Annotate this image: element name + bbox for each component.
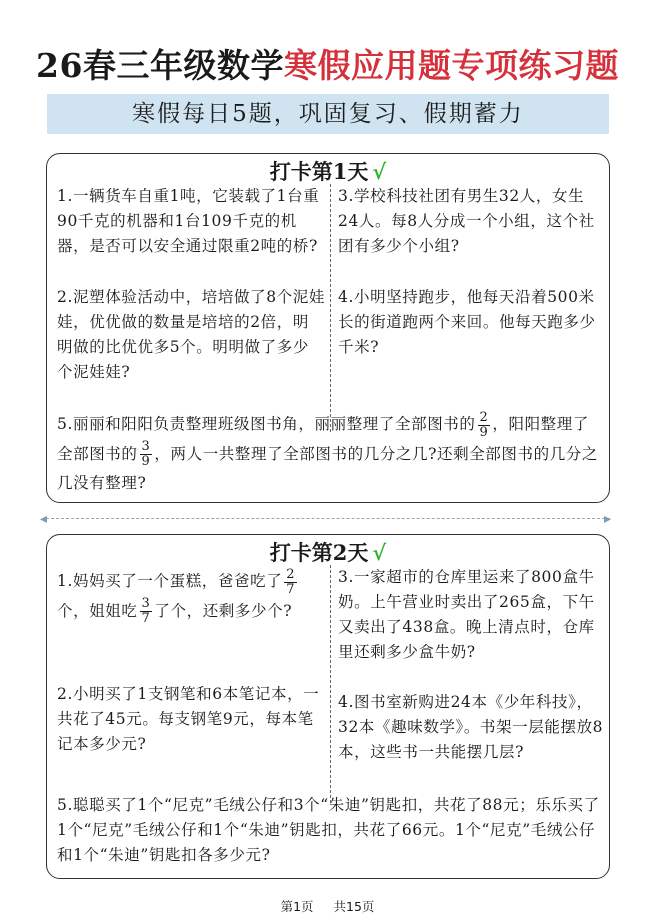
day2-question-5: 5.聪聪买了1个“尼克”毛绒公仔和3个“朱迪”钥匙扣，共花了88元；乐乐买了1个“尼克”毛绒公仔和1个“朱迪”钥匙扣，共花了66元。1个“尼克”毛绒公仔和1个“朱迪”钥匙扣各多少元?	[57, 796, 600, 864]
page-number: 第1页	[280, 899, 314, 914]
q5-text-part3: ，两人一共整理了全部图书的几分之几?还剩全部图书的几分之几没有整理?	[57, 444, 599, 492]
title-accent: 寒假应用题专项练习题	[283, 46, 619, 85]
day1-question-5	[57, 410, 605, 498]
q5-text-part1: 5.丽丽和阳阳负责整理班级图书角，丽丽整理了全部图书的	[57, 415, 476, 433]
arrow-left-icon: ◂	[40, 511, 48, 527]
day2-title	[47, 537, 609, 567]
fraction-numerator: 2	[479, 409, 489, 425]
day2-question-4: 4.图书室新购进24本《少年科技》，32本《趣味数学》。书架一层能摆放8本，这些书一共能摆几层?	[338, 693, 604, 761]
fraction-numerator: 3	[141, 596, 151, 611]
day1-question-4: 4.小明坚持跑步，他每天沿着500米长的街道跑两个来回。他每天跑多少千米?	[338, 288, 596, 356]
day2-title-text: 打卡第2天	[269, 540, 369, 565]
subtitle-banner	[47, 94, 609, 134]
fraction	[140, 597, 153, 626]
fraction-denominator: 9	[479, 424, 489, 440]
fraction-numerator: 3	[141, 439, 151, 454]
q5-text-part2: ，阳阳整理了全部图书的	[57, 415, 589, 463]
checkmark-icon: √	[372, 159, 387, 184]
checkmark-icon: √	[372, 540, 387, 565]
day1-title	[47, 156, 609, 186]
fraction	[478, 411, 491, 440]
fraction	[140, 440, 153, 469]
fraction-denominator: 7	[141, 611, 151, 626]
page-total: 共15页	[333, 899, 375, 914]
day2-question-3: 3.一家超市的仓库里运来了800盒牛奶。上午营业时卖出了265盒，下午又卖出了438盒。晚上清点时，仓库里还剩多少盒牛奶?	[338, 568, 595, 661]
fraction-denominator: 7	[286, 581, 296, 597]
title-main: 26春三年级数学	[36, 46, 284, 85]
day1-question-2: 2.泥塑体验活动中，培培做了8个泥娃娃，优优做的数量是培培的2倍，明明做的比优优多5个。明明做了多少个泥娃娃?	[57, 288, 325, 381]
page-title	[0, 40, 655, 87]
day2-question-1	[57, 567, 325, 626]
q1-text-part2: 个，姐姐吃	[57, 601, 138, 620]
day2-card	[46, 534, 610, 879]
section-divider	[46, 518, 610, 521]
column-divider	[330, 184, 331, 432]
day1-card	[46, 153, 610, 503]
q1-text-part3: 了个，还剩多少个?	[154, 601, 293, 620]
fraction	[284, 568, 297, 597]
subtitle-text: 寒假每日5题，巩固复习、假期蓄力	[132, 101, 524, 127]
page-footer	[0, 897, 655, 915]
fraction-denominator: 9	[141, 454, 151, 469]
q1-text-part1: 1.妈妈买了一个蛋糕，爸爸吃了	[57, 572, 283, 590]
fraction-numerator: 2	[286, 566, 296, 582]
arrow-right-icon: ▸	[604, 511, 612, 527]
column-divider	[330, 565, 331, 803]
day1-question-3: 3.学校科技社团有男生32人，女生24人。每8人分成一个小组，这个社团有多少个小组?	[338, 187, 595, 255]
day2-question-2: 2.小明买了1支钢笔和6本笔记本，一共花了45元。每支钢笔9元，每本笔记本多少元?	[57, 685, 320, 753]
day1-question-1: 1.一辆货车自重1吨，它装载了1台重90千克的机器和1台109千克的机器，是否可以安全通过限重2吨的桥?	[57, 187, 320, 255]
day1-title-text: 打卡第1天	[269, 159, 369, 184]
